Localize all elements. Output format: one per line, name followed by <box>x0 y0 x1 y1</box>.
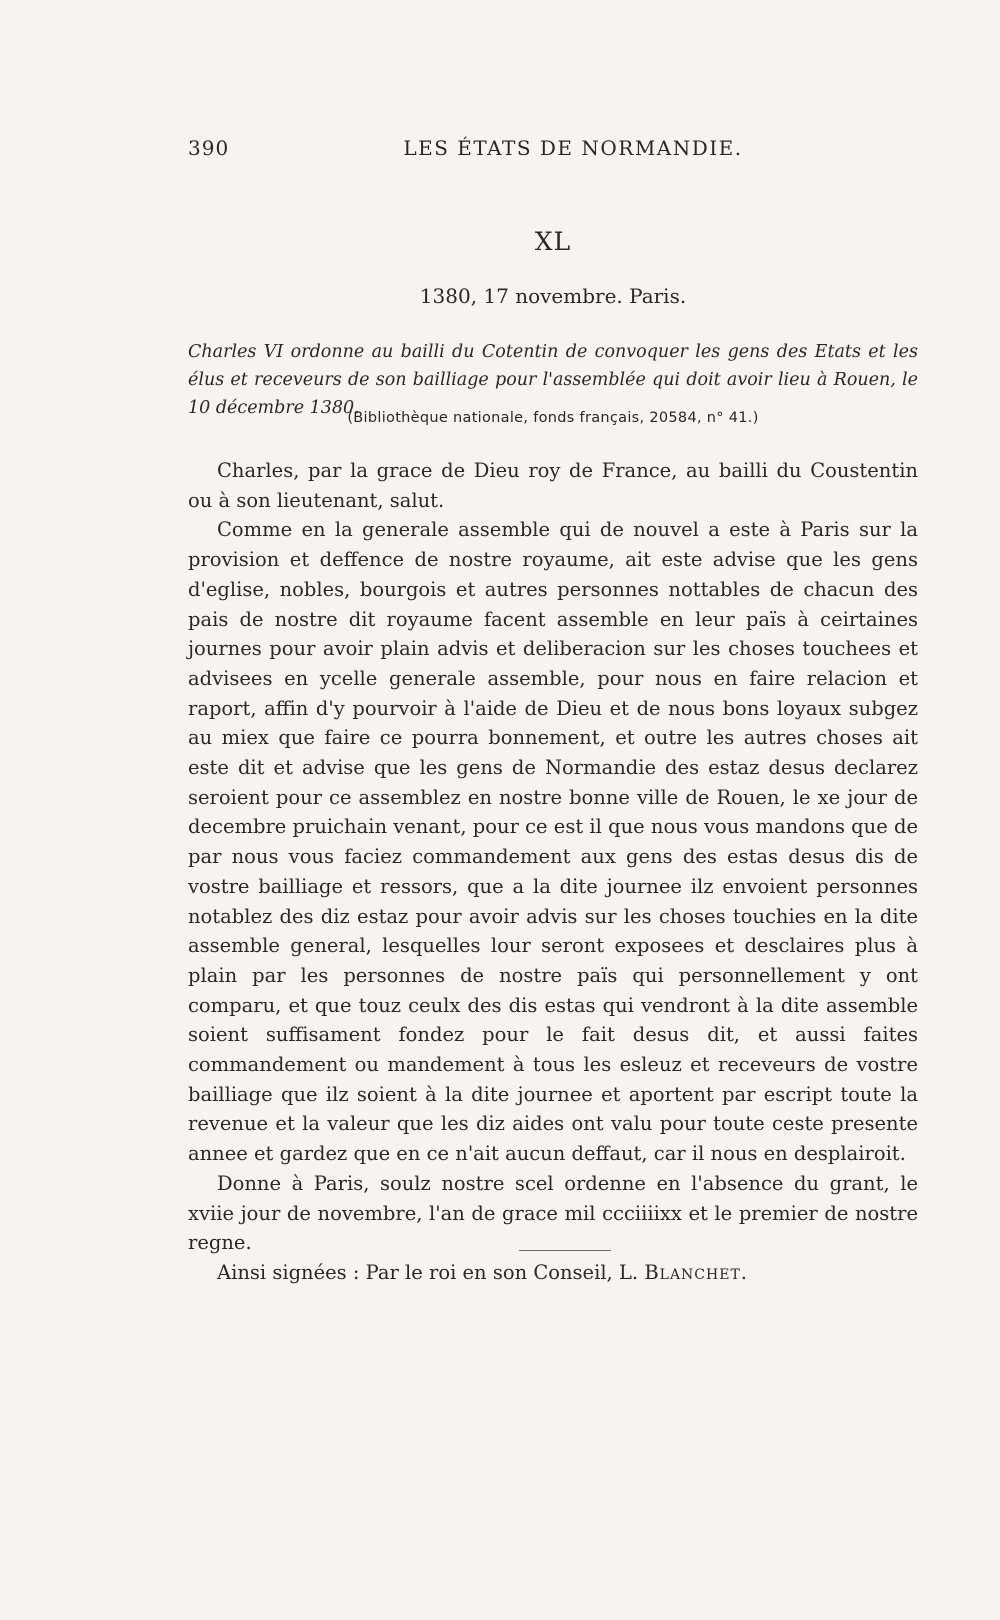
paragraph: Charles, par la grace de Dieu roy de France, au bailli du Coustentin ou à son lieutenant, salut. <box>188 459 918 512</box>
source-citation: (Bibliothèque nationale, fonds français, 20584, n° 41.) <box>347 410 759 426</box>
document-summary: Charles VI ordonne au bailli du Cotentin de convoquer les gens des Etats et les élus et receveurs de son bailliage pour l'assemblée qui doit avoir lieu à Rouen, le 10 décembre 1380. <box>188 342 918 418</box>
running-title: LES ÉTATS DE NORMANDIE. <box>403 136 743 160</box>
page-number: 390 <box>188 136 230 160</box>
document-number: XL <box>534 227 572 256</box>
signature-prefix: Ainsi signées : Par le roi en son Conseil, L. <box>217 1260 639 1284</box>
page-header <box>188 136 918 170</box>
body-text <box>188 456 918 1288</box>
signature-line <box>188 1258 918 1288</box>
paragraph: Donne à Paris, soulz nostre scel ordenne en l'absence du grant, le xviie jour de novembre, l'an de grace mil ccciiiixx et le premier de nostre regne. <box>188 1171 918 1255</box>
date-line: 1380, 17 novembre. Paris. <box>419 284 687 308</box>
signature-name: Blanchet. <box>644 1260 748 1284</box>
closing-rule <box>519 1250 611 1251</box>
paragraph: Comme en la generale assemble qui de nouvel a este à Paris sur la provision et deffence de nostre royaume, ait este advise que les gens d'eglise, nobles, bourgois et autres personnes nottables de chacun des pais de nostre dit royaume facent assemble en leur païs à ceirtaines journes pour avoir plain advis et deliberacion sur les choses touchees et advisees en ycelle generale assemble, pour nous en faire relacion et raport, affin d'y pourvoir à l'aide de Dieu et de nous bons loyaux subgez au miex que faire ce pourra bonnement, et outre les autres choses ait este dit et advise que les gens de Normandie des estaz desus declarez seroient pour ce assemblez en nostre bonne ville de Rouen, le xe jour de decembre pruichain venant, pour ce est il que nous vous mandons que de par nous vous faciez commandement aux gens des estas desus dis de vostre bailliage et ressors, que a la dite journee ilz envoient personnes notablez des diz estaz pour avoir advis sur les choses touchies en la dite assemble general, lesquelles lour seront exposees et desclaires plus à plain par les personnes de nostre païs qui personnellement y ont comparu, et que touz ceulx des dis estas qui vendront à la dite assemble soient suffisament fondez pour le fait desus dit, et aussi faites commandement ou mandement à tous les esleuz et receveurs de vostre bailliage que ilz soient à la dite journee et aportent par escript toute la revenue et la valeur que les diz aides ont valu pour toute ceste presente annee et gardez que en ce n'ait aucun deffaut, car il nous en desplairoit. <box>188 518 918 1166</box>
